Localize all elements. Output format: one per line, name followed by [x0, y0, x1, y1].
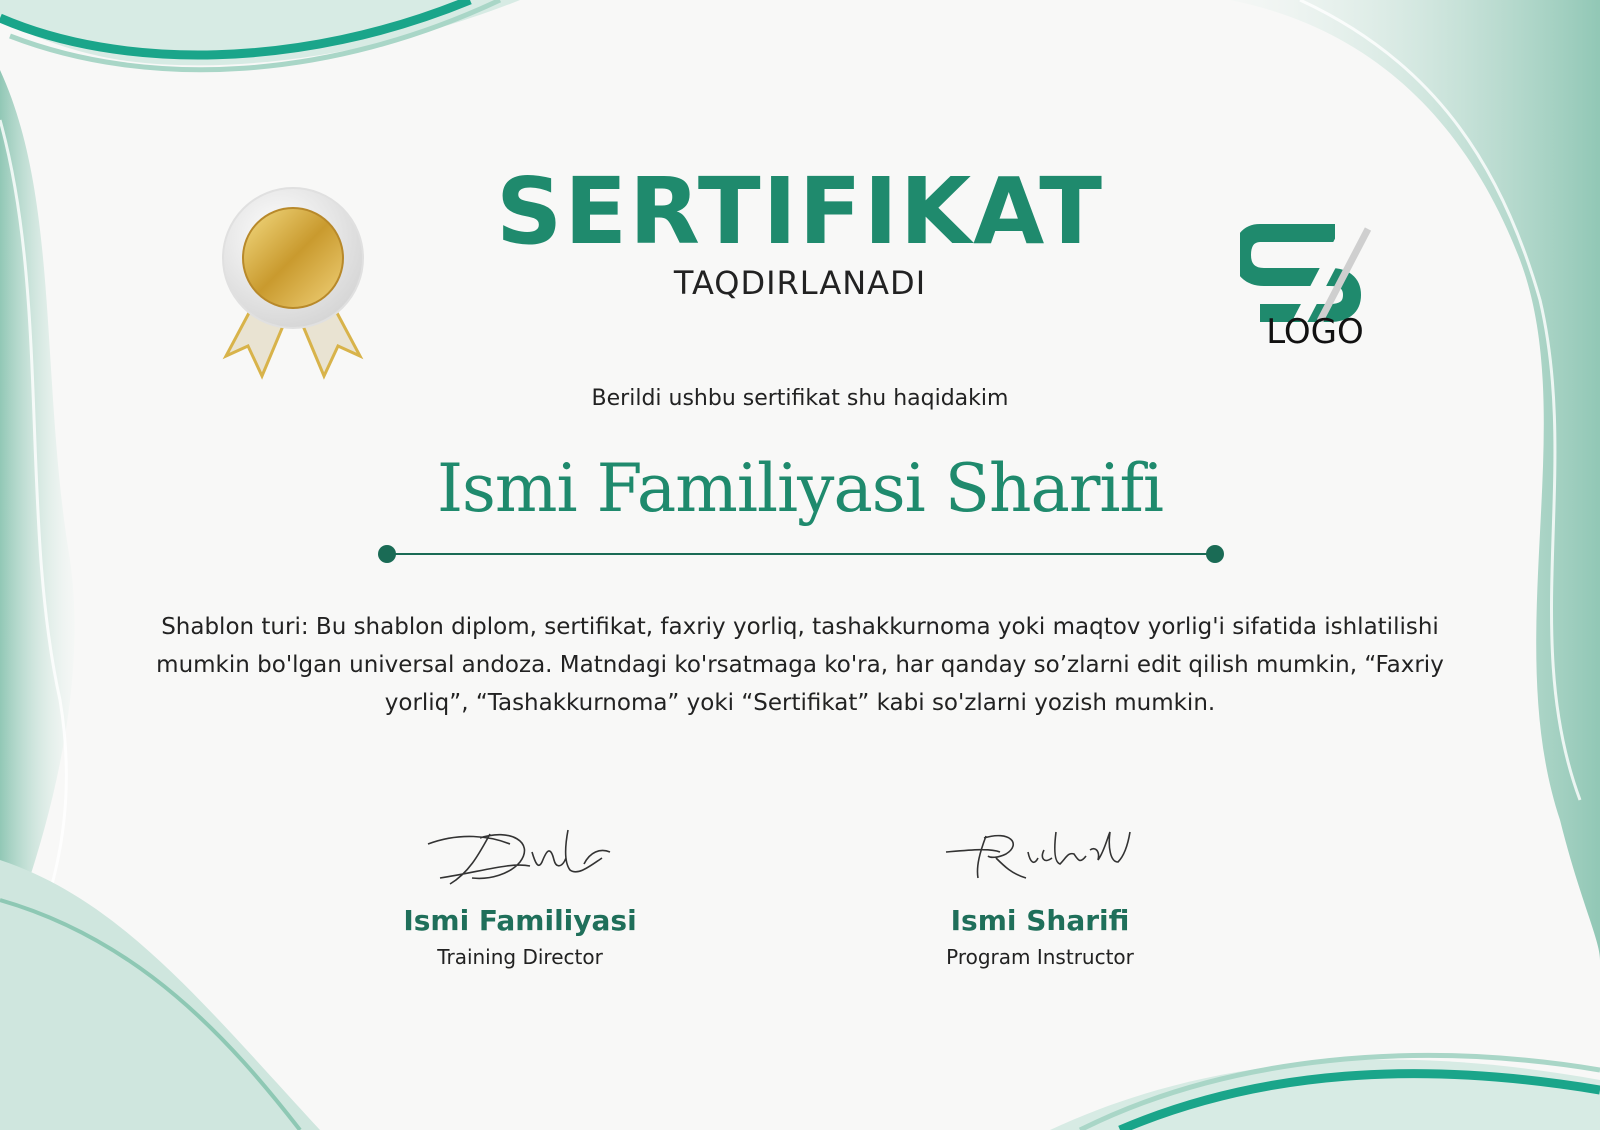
underline-dot-right	[1206, 545, 1224, 563]
signer-name: Ismi Sharifi	[950, 904, 1130, 937]
signer-role: Program Instructor	[946, 945, 1134, 969]
signer-block-1	[340, 822, 700, 969]
signer-block-2	[860, 822, 1220, 969]
signer-role: Training Director	[437, 945, 603, 969]
signature-image	[940, 822, 1140, 898]
signature-image	[420, 822, 620, 898]
name-underline	[386, 553, 1214, 555]
certificate-title: SERTIFIKAT	[496, 158, 1104, 265]
logo-text: LOGO	[1266, 312, 1364, 352]
certificate-subtitle: TAQDIRLANADI	[673, 264, 927, 302]
signer-name: Ismi Familiyasi	[403, 904, 637, 937]
certificate-intro: Berildi ushbu sertifikat shu haqidakim	[591, 386, 1009, 411]
certificate-body-text: Shablon turi: Bu shablon diplom, sertifikat, faxriy yorliq, tashakkurnoma yoki maqtov yorlig'i sifatida ishlatilishi mumkin bo'lgan universal andoza. Matndagi ko'rsatmaga ko'ra, har qanday so’zlarni edit qilish mumkin, “Faxriy yorliq”, “Tashakkurnoma” yoki “Sertifikat” kabi so'zlarni yozish mumkin.	[156, 614, 1444, 716]
underline-dot-left	[378, 545, 396, 563]
recipient-name: Ismi Familiyasi Sharifi	[436, 450, 1164, 527]
